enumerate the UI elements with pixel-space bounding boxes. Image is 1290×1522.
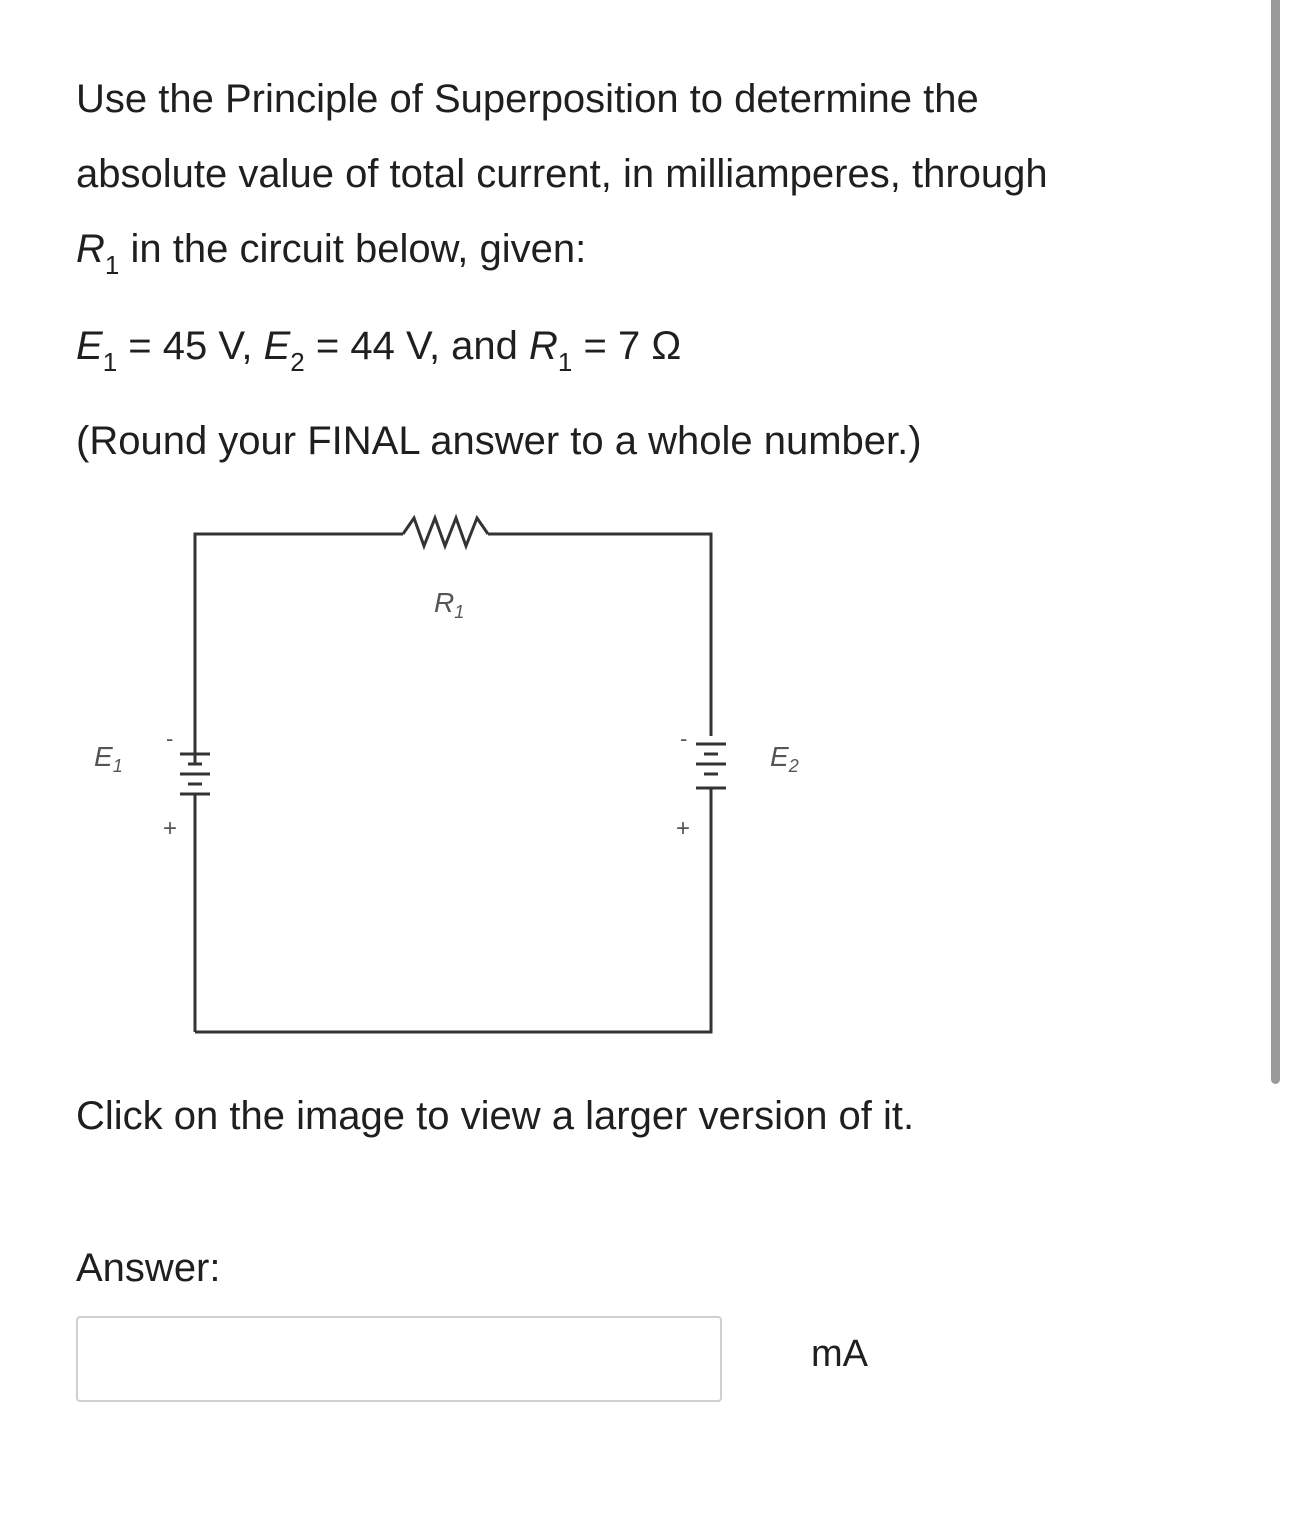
e2-label: $E_2$ bbox=[770, 741, 799, 776]
bottom-wire bbox=[195, 798, 711, 1032]
e1-minus-sign: - bbox=[166, 726, 174, 751]
r1-symbol: R bbox=[76, 227, 105, 271]
answer-input[interactable] bbox=[76, 1316, 722, 1402]
e2-minus-sign: - bbox=[680, 726, 688, 751]
r1-given-subscript: 1 bbox=[557, 347, 573, 377]
unit-label: mA bbox=[811, 1333, 868, 1375]
answer-label: Answer: bbox=[76, 1246, 221, 1290]
question-line-1: Use the Principle of Superposition to determine the bbox=[76, 77, 979, 121]
circuit-diagram-image[interactable] bbox=[70, 498, 830, 1043]
e1-value: = 45 V, bbox=[117, 324, 264, 368]
given-values bbox=[76, 309, 1186, 384]
round-note: (Round your FINAL answer to a whole number.) bbox=[76, 419, 922, 463]
e1-symbol: E bbox=[76, 324, 103, 368]
e1-label: $E_1$ bbox=[94, 741, 123, 776]
question-line-3-rest: in the circuit below, given: bbox=[119, 227, 587, 271]
question-text bbox=[76, 62, 1186, 479]
right-wire-top bbox=[488, 534, 711, 736]
page-scrollbar[interactable] bbox=[1271, 0, 1280, 1084]
r1-given-symbol: R bbox=[529, 324, 558, 368]
e1-subscript: 1 bbox=[102, 347, 118, 377]
left-wire-top bbox=[195, 534, 403, 763]
resistor-r1-symbol bbox=[403, 518, 488, 546]
click-to-enlarge-note: Click on the image to view a larger version of it. bbox=[76, 1094, 915, 1138]
e2-symbol: E bbox=[263, 324, 291, 368]
question-line-3 bbox=[76, 212, 1186, 287]
e2-subscript: 2 bbox=[290, 347, 305, 377]
e1-plus-sign: + bbox=[163, 815, 178, 842]
e2-plus-sign: + bbox=[676, 815, 691, 842]
e2-value: = 44 V, and bbox=[304, 324, 530, 368]
question-line-2: absolute value of total current, in milliamperes, through bbox=[76, 152, 1048, 196]
r1-value: = 7 Ω bbox=[572, 324, 682, 368]
r1-subscript: 1 bbox=[104, 250, 120, 280]
r1-label: $R_1$ bbox=[434, 587, 465, 622]
